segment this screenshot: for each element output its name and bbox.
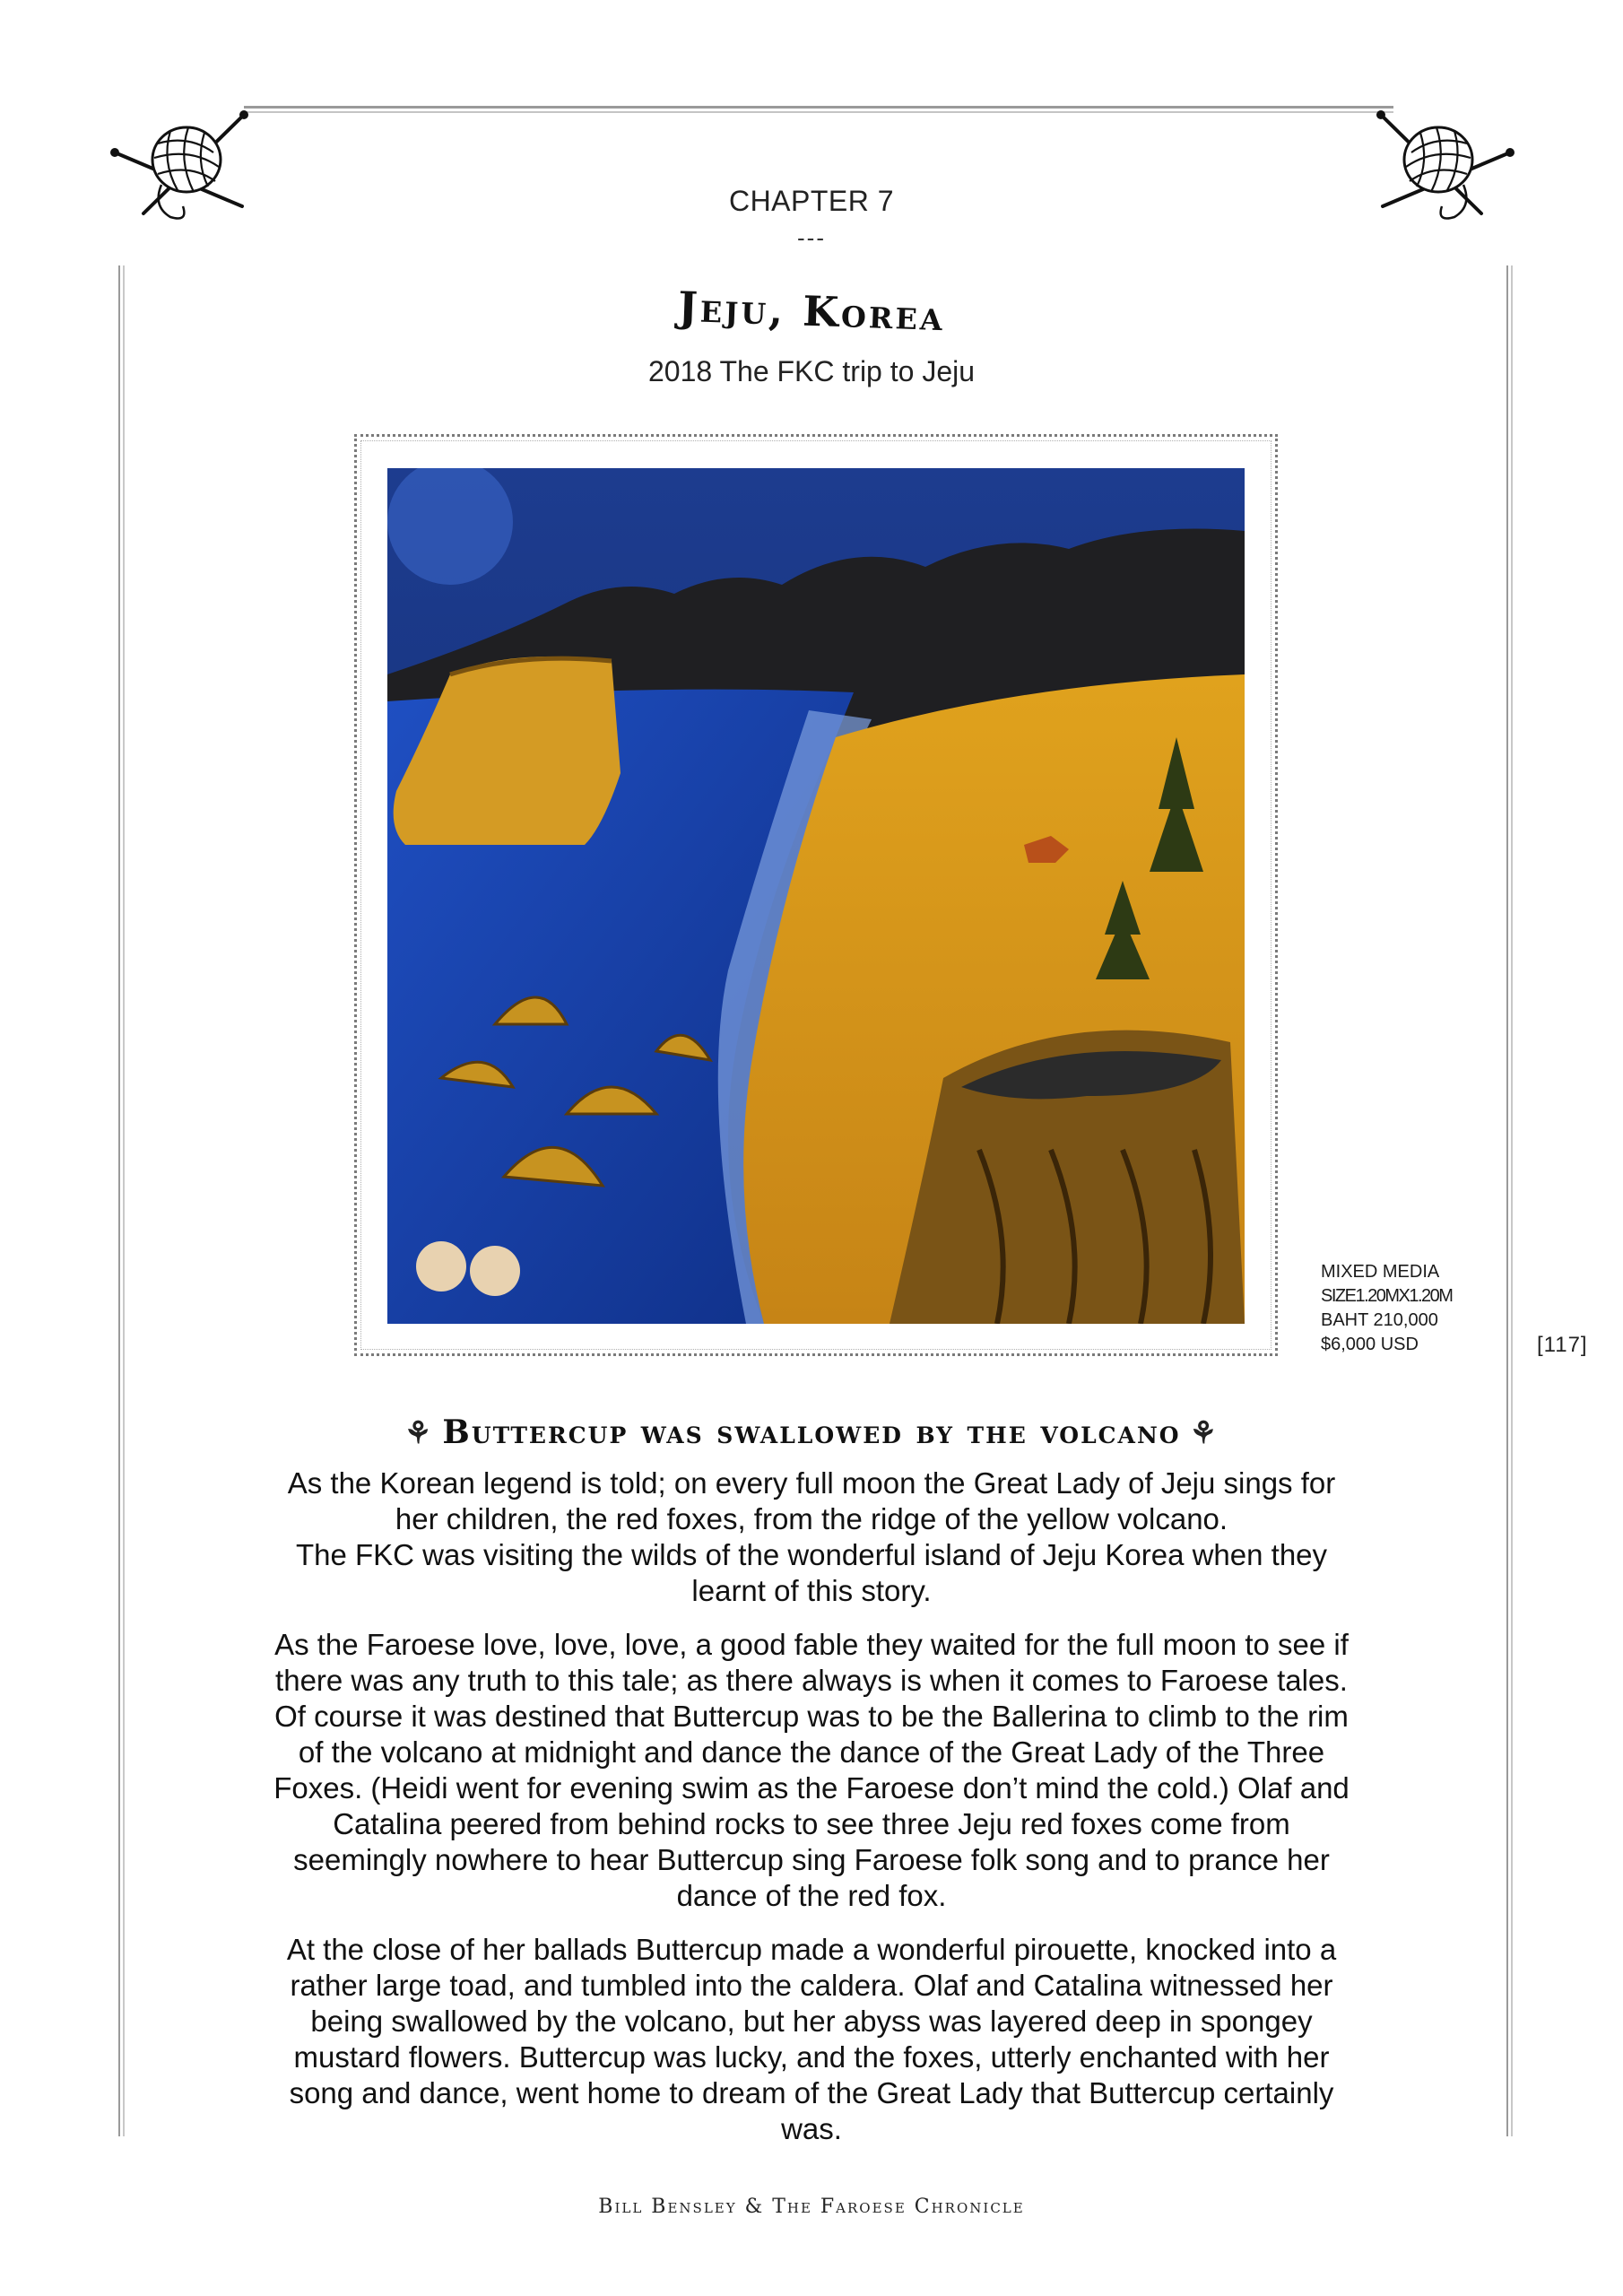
top-decorative-rule (244, 106, 1393, 115)
story-paragraph: At the close of her ballads Buttercup made a wonderful pirouette, knocked into a rather large toad, and tumbled into the caldera. Olaf and Catalina witnessed her being swallowed by the volcano, but her abyss was layered deep in spongey mustard flowers. Buttercup was lucky, and the foxes, utterly enchanted with her song and dance, went home to dream of the Great Lady that Buttercup certainly was. (286, 1933, 1337, 2145)
section-heading-text: Buttercup was swallowed by the volcano (442, 1413, 1181, 1451)
artwork-size: SIZE1.20MX1.20M (1321, 1286, 1453, 1306)
story-paragraph: The FKC was visiting the wilds of the wonderful island of Jeju Korea when they learnt of this story. (295, 1538, 1328, 1607)
artwork-medium: MIXED MEDIA (1321, 1262, 1440, 1282)
story-paragraph: As the Faroese love, love, love, a good fable they waited for the full moon to see if there was any truth to this tale; as there always is when it comes to Faroese tales. Of course it was destined that Buttercup was to be the Ballerina to climb to the rim of the volcano at midnight and dance the dance of the Great Lady of the Three Foxes. (Heidi went for evening swim as the Faroese don’t mind the cold.) Olaf and Catalina peered from behind rocks to see three Jeju red foxes come from seemingly nowhere to hear Buttercup sing Faroese folk song and to prance her dance of the red fox. (273, 1628, 1350, 1912)
page-title: Jeju, Korea (677, 282, 946, 341)
story-paragraph: As the Korean legend is told; on every full moon the Great Lady of Jeju sings for her children, the red foxes, from the ridge of the yellow volcano. (287, 1466, 1336, 1535)
flower-ornament-icon: ⚘ (404, 1415, 434, 1451)
chapter-separator: --- (797, 224, 826, 251)
right-border-rule (1506, 265, 1514, 2136)
section-heading (0, 1413, 1623, 1451)
artwork-price-baht: BAHT 210,000 (1321, 1310, 1438, 1330)
chapter-label: CHAPTER 7 (728, 185, 895, 217)
page-number: [117] (1537, 1333, 1588, 1357)
flower-ornament-icon: ⚘ (1189, 1415, 1219, 1451)
artwork-details (1321, 1260, 1452, 1357)
story-body (269, 1465, 1354, 2165)
artwork-price-usd: $6,000 USD (1321, 1335, 1419, 1354)
running-footer: Bill Bensley & The Faroese Chronicle (598, 2196, 1025, 2218)
painting-jeju-volcano (387, 468, 1245, 1324)
left-border-rule (118, 265, 126, 2136)
page-subtitle: 2018 The FKC trip to Jeju (647, 355, 976, 387)
